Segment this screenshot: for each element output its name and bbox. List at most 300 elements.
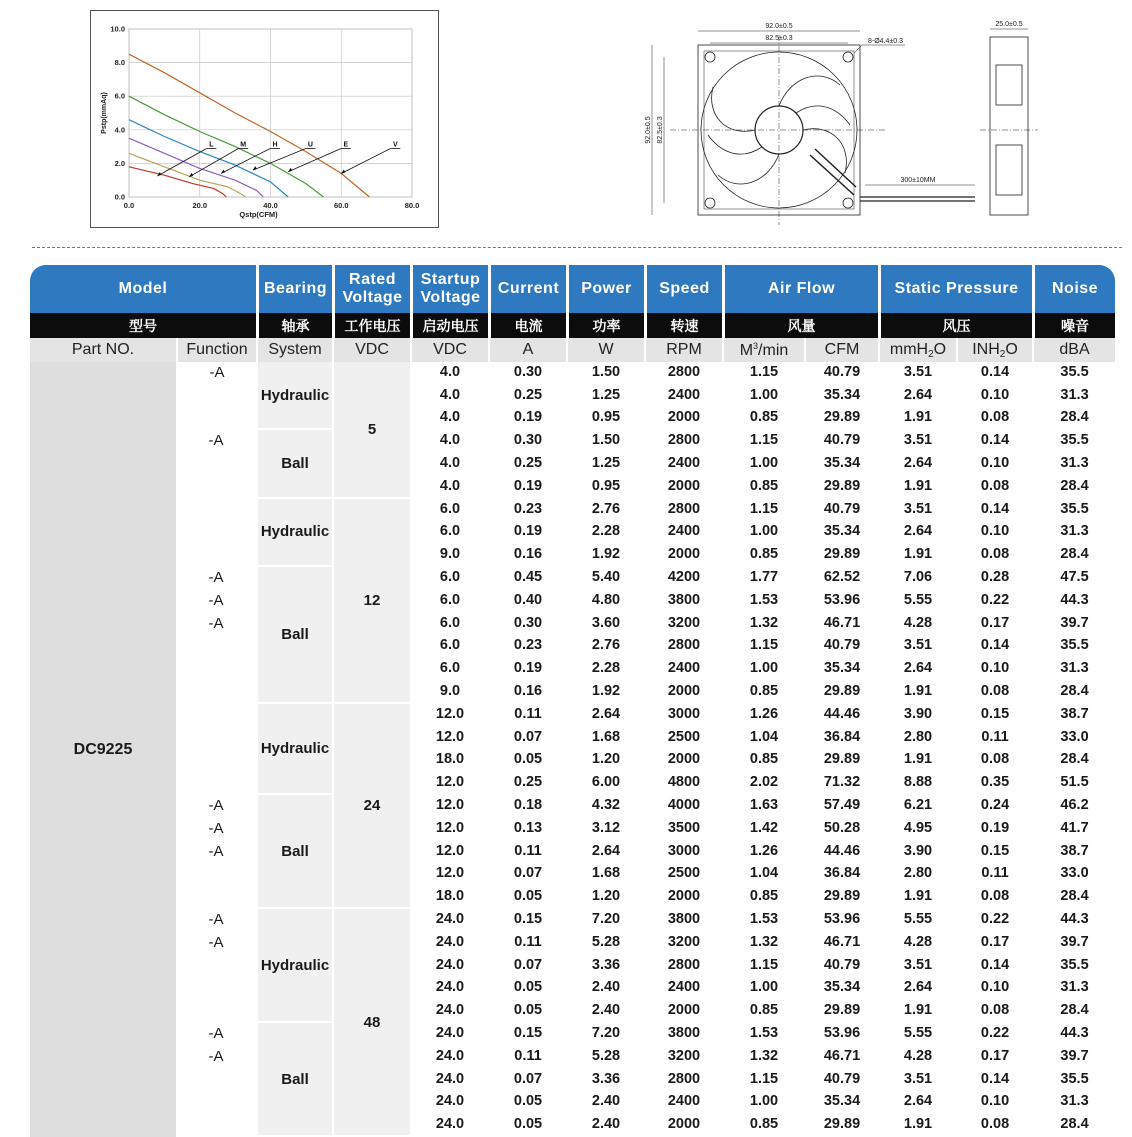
cell-inh2o: 0.15 [956, 704, 1032, 727]
cell-power: 6.00 [566, 772, 644, 795]
cell-m3min: 1.04 [722, 727, 804, 750]
col-model: Model [30, 265, 256, 313]
cell-function: -A [176, 590, 256, 613]
cell-bearing-system: Ball [256, 430, 332, 498]
cell-current: 0.11 [488, 841, 566, 864]
cell-noise: 33.0 [1032, 864, 1115, 887]
cell-mmh2o: 3.51 [878, 499, 956, 522]
cell-mmh2o: 3.51 [878, 955, 956, 978]
cell-speed: 3800 [644, 590, 722, 613]
cell-function [176, 1114, 256, 1137]
cell-mmh2o: 1.91 [878, 544, 956, 567]
cell-startup: 24.0 [410, 955, 488, 978]
cell-speed: 2800 [644, 499, 722, 522]
cell-function: -A [176, 1023, 256, 1046]
cell-mmh2o: 2.64 [878, 385, 956, 408]
cell-startup: 6.0 [410, 636, 488, 659]
cell-speed: 2500 [644, 864, 722, 887]
cell-startup: 24.0 [410, 932, 488, 955]
cell-speed: 3200 [644, 1046, 722, 1069]
cell-function [176, 704, 256, 727]
header-row [30, 265, 1115, 313]
table-row [30, 1114, 1115, 1137]
cell-mmh2o: 2.64 [878, 522, 956, 545]
cell-mmh2o: 5.55 [878, 590, 956, 613]
cell-m3min: 1.26 [722, 704, 804, 727]
cell-bearing-system: Hydraulic [256, 909, 332, 1023]
col-static-pressure: Static Pressure [878, 265, 1032, 313]
cell-startup: 4.0 [410, 453, 488, 476]
table-row [30, 909, 1115, 932]
cell-mmh2o: 2.64 [878, 978, 956, 1001]
cell-noise: 38.7 [1032, 841, 1115, 864]
annotation-leader [341, 149, 390, 174]
cell-noise: 39.7 [1032, 932, 1115, 955]
cell-power: 5.40 [566, 567, 644, 590]
cell-inh2o: 0.08 [956, 1114, 1032, 1137]
annotation-leader [157, 149, 206, 176]
cell-m3min: 1.32 [722, 1046, 804, 1069]
table-row [30, 681, 1115, 704]
cell-current: 0.19 [488, 522, 566, 545]
cell-current: 0.05 [488, 1114, 566, 1137]
cn-startup: 启动电压 [410, 313, 488, 338]
cell-cfm: 29.89 [804, 408, 878, 431]
cell-cfm: 35.34 [804, 385, 878, 408]
unit-inh-sub: 2 [999, 348, 1006, 360]
cell-power: 4.80 [566, 590, 644, 613]
dim-holes-label: 8-Ø4.4±0.3 [868, 38, 903, 45]
cn-current: 电流 [488, 313, 566, 338]
table-row [30, 1000, 1115, 1023]
cell-current: 0.07 [488, 727, 566, 750]
cell-speed: 2500 [644, 727, 722, 750]
cell-noise: 35.5 [1032, 362, 1115, 385]
mount-hole-tr [843, 52, 853, 62]
cell-mmh2o: 1.91 [878, 681, 956, 704]
cell-inh2o: 0.08 [956, 750, 1032, 773]
x-tick-label: 40.0 [263, 201, 278, 210]
cell-function [176, 681, 256, 704]
unit-mmh2o [878, 338, 956, 362]
cell-inh2o: 0.11 [956, 727, 1032, 750]
cell-startup: 4.0 [410, 385, 488, 408]
y-axis-label: Pstp(mmAq) [101, 92, 108, 134]
dim-height-label: 92.0±0.5 [645, 116, 652, 144]
table-row [30, 864, 1115, 887]
cell-power: 2.64 [566, 841, 644, 864]
y-tick-label: 8.0 [114, 58, 125, 68]
cell-bearing-system: Ball [256, 795, 332, 909]
cell-function [176, 886, 256, 909]
cell-function [176, 658, 256, 681]
unit-m3-tail: /min [758, 341, 789, 359]
col-bearing: Bearing [256, 265, 332, 313]
cell-mmh2o: 5.55 [878, 909, 956, 932]
cell-speed: 2400 [644, 658, 722, 681]
cell-m3min: 1.77 [722, 567, 804, 590]
table-row [30, 955, 1115, 978]
cell-speed: 2000 [644, 1114, 722, 1137]
cell-m3min: 1.53 [722, 909, 804, 932]
cell-power: 2.40 [566, 1114, 644, 1137]
cell-power: 1.25 [566, 453, 644, 476]
cell-noise: 28.4 [1032, 476, 1115, 499]
cell-speed: 3000 [644, 704, 722, 727]
cell-m3min: 1.00 [722, 1092, 804, 1115]
cell-inh2o: 0.17 [956, 932, 1032, 955]
y-tick-label: 0.0 [114, 192, 125, 202]
unit-mmh-base: mmH [889, 340, 929, 358]
cn-rated: 工作电压 [332, 313, 410, 338]
cell-inh2o: 0.14 [956, 1069, 1032, 1092]
cell-startup: 12.0 [410, 864, 488, 887]
col-airflow: Air Flow [722, 265, 878, 313]
cell-startup: 6.0 [410, 522, 488, 545]
cell-inh2o: 0.11 [956, 864, 1032, 887]
cell-current: 0.07 [488, 864, 566, 887]
cell-power: 7.20 [566, 1023, 644, 1046]
cell-startup: 12.0 [410, 704, 488, 727]
cell-m3min: 2.02 [722, 772, 804, 795]
cell-m3min: 0.85 [722, 681, 804, 704]
table-row [30, 727, 1115, 750]
col-current: Current [488, 265, 566, 313]
cell-mmh2o: 2.80 [878, 727, 956, 750]
table-row [30, 750, 1115, 773]
cell-cfm: 40.79 [804, 1069, 878, 1092]
cell-cfm: 36.84 [804, 727, 878, 750]
cell-inh2o: 0.14 [956, 362, 1032, 385]
unit-function: Function [176, 338, 256, 362]
annotation-arrowhead [341, 169, 345, 173]
front-view [652, 31, 975, 225]
cell-mmh2o: 3.51 [878, 362, 956, 385]
cell-function: -A [176, 430, 256, 453]
cell-mmh2o: 8.88 [878, 772, 956, 795]
cell-mmh2o: 6.21 [878, 795, 956, 818]
cell-cfm: 53.96 [804, 909, 878, 932]
cell-startup: 24.0 [410, 1046, 488, 1069]
startup-line2: Voltage [420, 289, 481, 306]
cell-m3min: 1.53 [722, 1023, 804, 1046]
table-row [30, 1069, 1115, 1092]
y-tick-label: 10.0 [110, 24, 125, 34]
table-row [30, 841, 1115, 864]
cell-mmh2o: 2.64 [878, 658, 956, 681]
cn-pressure: 风压 [878, 313, 1032, 338]
series-label-m: M [240, 141, 247, 149]
cell-noise: 31.3 [1032, 658, 1115, 681]
series-label-h: H [272, 141, 278, 149]
y-tick-label: 6.0 [114, 91, 125, 101]
table-row [30, 385, 1115, 408]
cell-inh2o: 0.08 [956, 544, 1032, 567]
cell-current: 0.11 [488, 932, 566, 955]
cell-startup: 24.0 [410, 978, 488, 1001]
cell-power: 7.20 [566, 909, 644, 932]
cell-inh2o: 0.35 [956, 772, 1032, 795]
cell-speed: 2400 [644, 522, 722, 545]
cell-startup: 18.0 [410, 750, 488, 773]
table-row [30, 886, 1115, 909]
cell-inh2o: 0.08 [956, 886, 1032, 909]
cell-function: -A [176, 841, 256, 864]
cell-power: 2.64 [566, 704, 644, 727]
fan-dimension-drawing [640, 15, 1040, 230]
cell-mmh2o: 2.64 [878, 453, 956, 476]
cell-speed: 2000 [644, 408, 722, 431]
cell-power: 2.28 [566, 658, 644, 681]
cell-speed: 2000 [644, 681, 722, 704]
cell-speed: 2800 [644, 636, 722, 659]
cell-function [176, 453, 256, 476]
cell-function [176, 727, 256, 750]
cell-startup: 4.0 [410, 408, 488, 431]
cell-inh2o: 0.15 [956, 841, 1032, 864]
cell-current: 0.30 [488, 362, 566, 385]
cn-bearing: 轴承 [256, 313, 332, 338]
cell-startup: 12.0 [410, 795, 488, 818]
cell-noise: 35.5 [1032, 1069, 1115, 1092]
table-row [30, 613, 1115, 636]
section-divider [32, 247, 1122, 248]
col-speed: Speed [644, 265, 722, 313]
cell-mmh2o: 4.95 [878, 818, 956, 841]
cell-startup: 9.0 [410, 544, 488, 567]
cell-mmh2o: 5.55 [878, 1023, 956, 1046]
unit-system: System [256, 338, 332, 362]
cell-bearing-system: Ball [256, 1023, 332, 1137]
cell-inh2o: 0.10 [956, 1092, 1032, 1115]
cell-cfm: 29.89 [804, 750, 878, 773]
cell-startup: 9.0 [410, 681, 488, 704]
cell-cfm: 29.89 [804, 476, 878, 499]
series-label-v: V [392, 141, 398, 149]
col-noise: Noise [1032, 265, 1115, 313]
cell-power: 1.25 [566, 385, 644, 408]
cell-cfm: 29.89 [804, 1000, 878, 1023]
cell-cfm: 40.79 [804, 636, 878, 659]
cell-inh2o: 0.10 [956, 522, 1032, 545]
cell-mmh2o: 2.80 [878, 864, 956, 887]
cell-cfm: 40.79 [804, 430, 878, 453]
cell-power: 3.60 [566, 613, 644, 636]
table-row [30, 795, 1115, 818]
cell-inh2o: 0.14 [956, 636, 1032, 659]
cell-speed: 2400 [644, 1092, 722, 1115]
cell-rated-voltage: 24 [332, 704, 410, 909]
cell-cfm: 62.52 [804, 567, 878, 590]
cell-startup: 24.0 [410, 1092, 488, 1115]
unit-mmh-tail: O [933, 340, 947, 358]
cell-m3min: 0.85 [722, 544, 804, 567]
cell-startup: 24.0 [410, 1023, 488, 1046]
cell-inh2o: 0.08 [956, 1000, 1032, 1023]
cell-m3min: 1.15 [722, 430, 804, 453]
table-row [30, 567, 1115, 590]
cell-cfm: 57.49 [804, 795, 878, 818]
cell-mmh2o: 3.51 [878, 636, 956, 659]
cell-function: -A [176, 795, 256, 818]
cell-current: 0.19 [488, 658, 566, 681]
cell-cfm: 53.96 [804, 590, 878, 613]
cell-function [176, 1069, 256, 1092]
cell-function [176, 978, 256, 1001]
cell-noise: 39.7 [1032, 1046, 1115, 1069]
cell-cfm: 35.34 [804, 522, 878, 545]
cell-mmh2o: 2.64 [878, 1092, 956, 1115]
cell-speed: 2000 [644, 886, 722, 909]
dim-depth-label: 25.0±0.5 [995, 21, 1023, 28]
cell-inh2o: 0.10 [956, 658, 1032, 681]
cell-m3min: 1.63 [722, 795, 804, 818]
unit-inh-base: INH [972, 340, 1000, 358]
cell-inh2o: 0.17 [956, 1046, 1032, 1069]
cell-noise: 35.5 [1032, 499, 1115, 522]
table-row [30, 818, 1115, 841]
mount-hole-br [843, 198, 853, 208]
annotation-arrowhead [189, 173, 193, 177]
table-row [30, 658, 1115, 681]
cell-startup: 24.0 [410, 1069, 488, 1092]
col-power: Power [566, 265, 644, 313]
cell-noise: 44.3 [1032, 1023, 1115, 1046]
cell-current: 0.23 [488, 636, 566, 659]
cell-noise: 31.3 [1032, 453, 1115, 476]
cell-m3min: 1.15 [722, 499, 804, 522]
cell-cfm: 46.71 [804, 613, 878, 636]
cell-noise: 47.5 [1032, 567, 1115, 590]
cell-noise: 28.4 [1032, 750, 1115, 773]
cell-startup: 6.0 [410, 613, 488, 636]
cell-cfm: 36.84 [804, 864, 878, 887]
unit-m3-sup: 3 [753, 340, 759, 351]
cell-inh2o: 0.08 [956, 681, 1032, 704]
cell-current: 0.13 [488, 818, 566, 841]
cell-cfm: 35.34 [804, 978, 878, 1001]
annotation-arrowhead [288, 168, 292, 172]
unit-dba: dBA [1032, 338, 1115, 362]
cell-mmh2o: 1.91 [878, 1114, 956, 1137]
cell-rated-voltage: 5 [332, 362, 410, 499]
unit-startup-vdc: VDC [410, 338, 488, 362]
series-label-u: U [307, 141, 313, 149]
cell-cfm: 40.79 [804, 499, 878, 522]
cell-current: 0.25 [488, 385, 566, 408]
cell-function [176, 864, 256, 887]
dim-cable-label: 300±10MM [900, 177, 936, 184]
side-hub-top [996, 65, 1022, 105]
cell-inh2o: 0.19 [956, 818, 1032, 841]
cell-function [176, 408, 256, 431]
cell-noise: 51.5 [1032, 772, 1115, 795]
cell-cfm: 35.34 [804, 1092, 878, 1115]
cell-noise: 41.7 [1032, 818, 1115, 841]
cell-startup: 6.0 [410, 590, 488, 613]
cell-power: 1.68 [566, 727, 644, 750]
cell-function [176, 385, 256, 408]
cell-cfm: 46.71 [804, 932, 878, 955]
cell-cfm: 53.96 [804, 1023, 878, 1046]
cell-inh2o: 0.14 [956, 955, 1032, 978]
cell-speed: 2800 [644, 362, 722, 385]
cell-m3min: 1.42 [722, 818, 804, 841]
unit-speed: RPM [644, 338, 722, 362]
startup-line1: Startup [420, 271, 481, 288]
cell-power: 3.36 [566, 955, 644, 978]
cell-mmh2o: 4.28 [878, 932, 956, 955]
cell-startup: 12.0 [410, 818, 488, 841]
cell-cfm: 35.34 [804, 658, 878, 681]
table-row [30, 636, 1115, 659]
cell-inh2o: 0.10 [956, 385, 1032, 408]
cell-speed: 2000 [644, 1000, 722, 1023]
cell-noise: 28.4 [1032, 886, 1115, 909]
cell-power: 3.12 [566, 818, 644, 841]
annotation-arrowhead [253, 166, 257, 170]
x-axis-label: Qstp(CFM) [239, 210, 278, 219]
table-row [30, 772, 1115, 795]
table-row [30, 1023, 1115, 1046]
cell-m3min: 1.26 [722, 841, 804, 864]
cable-strut [810, 149, 856, 195]
cell-noise: 35.5 [1032, 430, 1115, 453]
dim-width-label: 92.0±0.5 [765, 23, 793, 30]
cell-inh2o: 0.08 [956, 408, 1032, 431]
cell-noise: 33.0 [1032, 727, 1115, 750]
fan-opening [701, 52, 857, 208]
cell-function: -A [176, 567, 256, 590]
cell-power: 2.76 [566, 636, 644, 659]
dim-pitch-label: 82.5±0.3 [765, 35, 793, 42]
mount-hole-bl [705, 198, 715, 208]
cell-bearing-system: Hydraulic [256, 704, 332, 795]
mount-hole-tl [705, 52, 715, 62]
x-tick-label: 60.0 [333, 201, 349, 210]
x-tick-label: 0.0 [123, 201, 135, 210]
cell-speed: 4200 [644, 567, 722, 590]
cell-startup: 6.0 [410, 567, 488, 590]
y-tick-label: 4.0 [114, 125, 125, 135]
cell-power: 5.28 [566, 1046, 644, 1069]
cell-speed: 2400 [644, 978, 722, 1001]
cell-m3min: 1.00 [722, 658, 804, 681]
cell-function [176, 476, 256, 499]
cell-mmh2o: 3.51 [878, 1069, 956, 1092]
table-row [30, 1092, 1115, 1115]
cell-power: 2.76 [566, 499, 644, 522]
dim-pitch-v-label: 82.5±0.3 [657, 116, 664, 144]
cell-speed: 2400 [644, 385, 722, 408]
cell-current: 0.40 [488, 590, 566, 613]
unit-cfm: CFM [804, 338, 878, 362]
cell-speed: 3500 [644, 818, 722, 841]
cell-power: 5.28 [566, 932, 644, 955]
unit-m3-base: M [739, 341, 754, 359]
table-row [30, 408, 1115, 431]
cell-power: 2.28 [566, 522, 644, 545]
cell-startup: 24.0 [410, 909, 488, 932]
cell-mmh2o: 3.90 [878, 841, 956, 864]
cell-m3min: 1.53 [722, 590, 804, 613]
cell-inh2o: 0.14 [956, 430, 1032, 453]
cell-mmh2o: 1.91 [878, 476, 956, 499]
cell-current: 0.05 [488, 1000, 566, 1023]
cell-m3min: 0.85 [722, 476, 804, 499]
cn-noise: 噪音 [1032, 313, 1115, 338]
cell-noise: 46.2 [1032, 795, 1115, 818]
